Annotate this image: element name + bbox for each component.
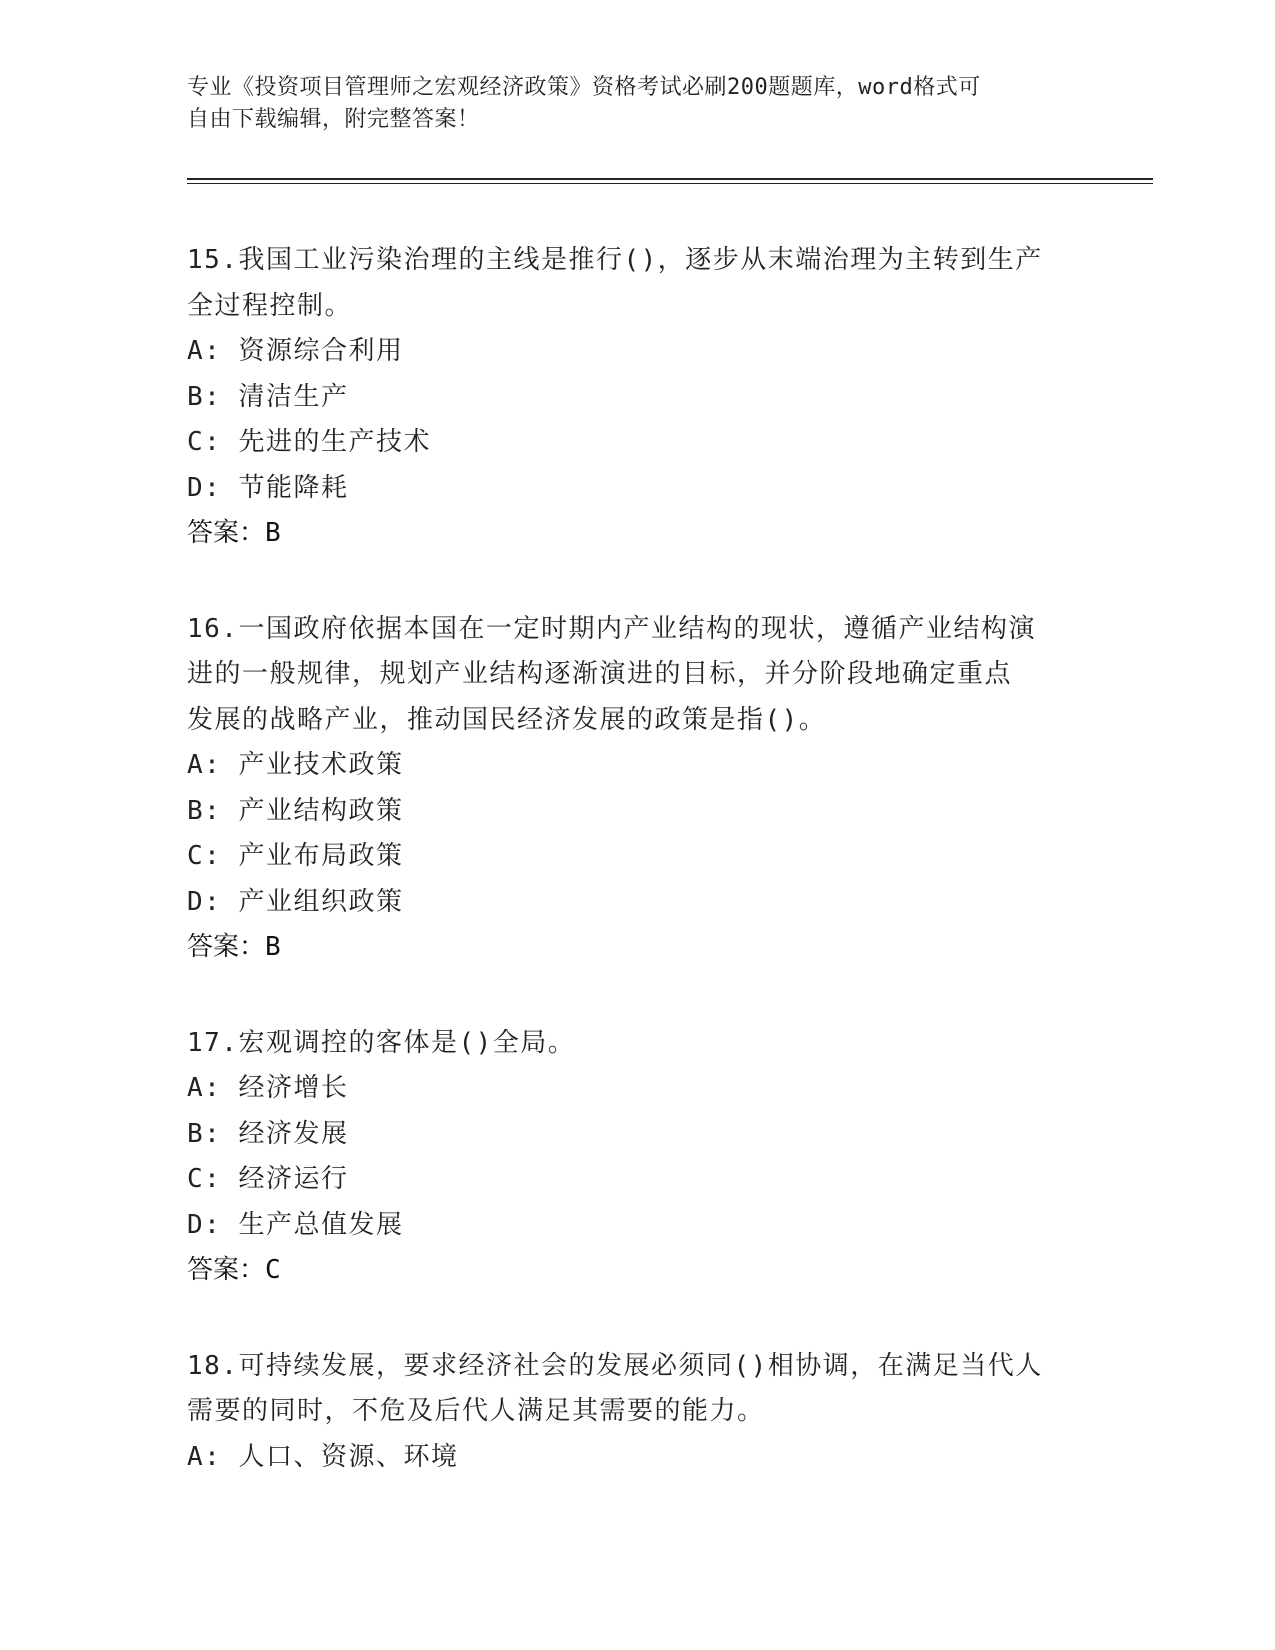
question-16: [187, 607, 1087, 971]
question-text-line: 发展的战略产业，推动国民经济发展的政策是指()。: [187, 704, 827, 735]
header-line-2: 自由下载编辑，附完整答案！: [187, 107, 480, 132]
option-b: B: 清洁生产: [187, 381, 349, 412]
option-d: D: 生产总值发展: [187, 1209, 404, 1240]
spacer: [187, 557, 1087, 607]
question-17: [187, 1021, 1087, 1294]
option-c: C: 产业布局政策: [187, 841, 404, 871]
spacer: [187, 1294, 1087, 1344]
question-15: [187, 238, 1087, 557]
answer-label: 答案：: [187, 518, 266, 548]
question-18: [187, 1344, 1087, 1481]
option-d: D: 节能降耗: [187, 472, 349, 503]
header-line-1: 专业《投资项目管理师之宏观经济政策》资格考试必刷200题题库，word格式可: [187, 75, 981, 100]
document-header: [187, 72, 1067, 136]
option-b: B: 经济发展: [187, 1118, 349, 1149]
option-c: C: 先进的生产技术: [187, 427, 431, 457]
header-divider-thick: [187, 178, 1153, 180]
question-text-line: 全过程控制。: [187, 290, 353, 321]
spacer: [187, 971, 1087, 1021]
option-b: B: 产业结构政策: [187, 795, 404, 826]
question-text-line: 15.我国工业污染治理的主线是推行()，逐步从末端治理为主转到生产: [187, 245, 1043, 275]
question-text-line: 需要的同时，不危及后代人满足其需要的能力。: [187, 1396, 765, 1426]
option-a: A: 人口、资源、环境: [187, 1441, 459, 1472]
option-a: A: 产业技术政策: [187, 750, 404, 780]
question-text-line: 17.宏观调控的客体是()全局。: [187, 1027, 576, 1058]
answer: [187, 925, 1087, 971]
question-text-line: 16.一国政府依据本国在一定时期内产业结构的现状，遵循产业结构演: [187, 613, 1036, 644]
option-a: A: 经济增长: [187, 1073, 349, 1103]
option-a: A: 资源综合利用: [187, 336, 404, 366]
answer-label: 答案：: [187, 1255, 266, 1285]
question-text-line: 进的一般规律，规划产业结构逐渐演进的目标，并分阶段地确定重点: [187, 659, 1013, 689]
answer-value: B: [265, 932, 281, 962]
answer-value: C: [265, 1255, 281, 1285]
answer-value: B: [265, 518, 281, 548]
answer: [187, 511, 1087, 557]
header-divider-thin: [187, 183, 1153, 184]
answer-label: 答案：: [187, 932, 266, 962]
question-list: [187, 238, 1087, 1480]
answer: [187, 1248, 1087, 1294]
question-text-line: 18.可持续发展，要求经济社会的发展必须同()相协调，在满足当代人: [187, 1350, 1043, 1381]
option-c: C: 经济运行: [187, 1164, 349, 1194]
option-d: D: 产业组织政策: [187, 886, 404, 917]
